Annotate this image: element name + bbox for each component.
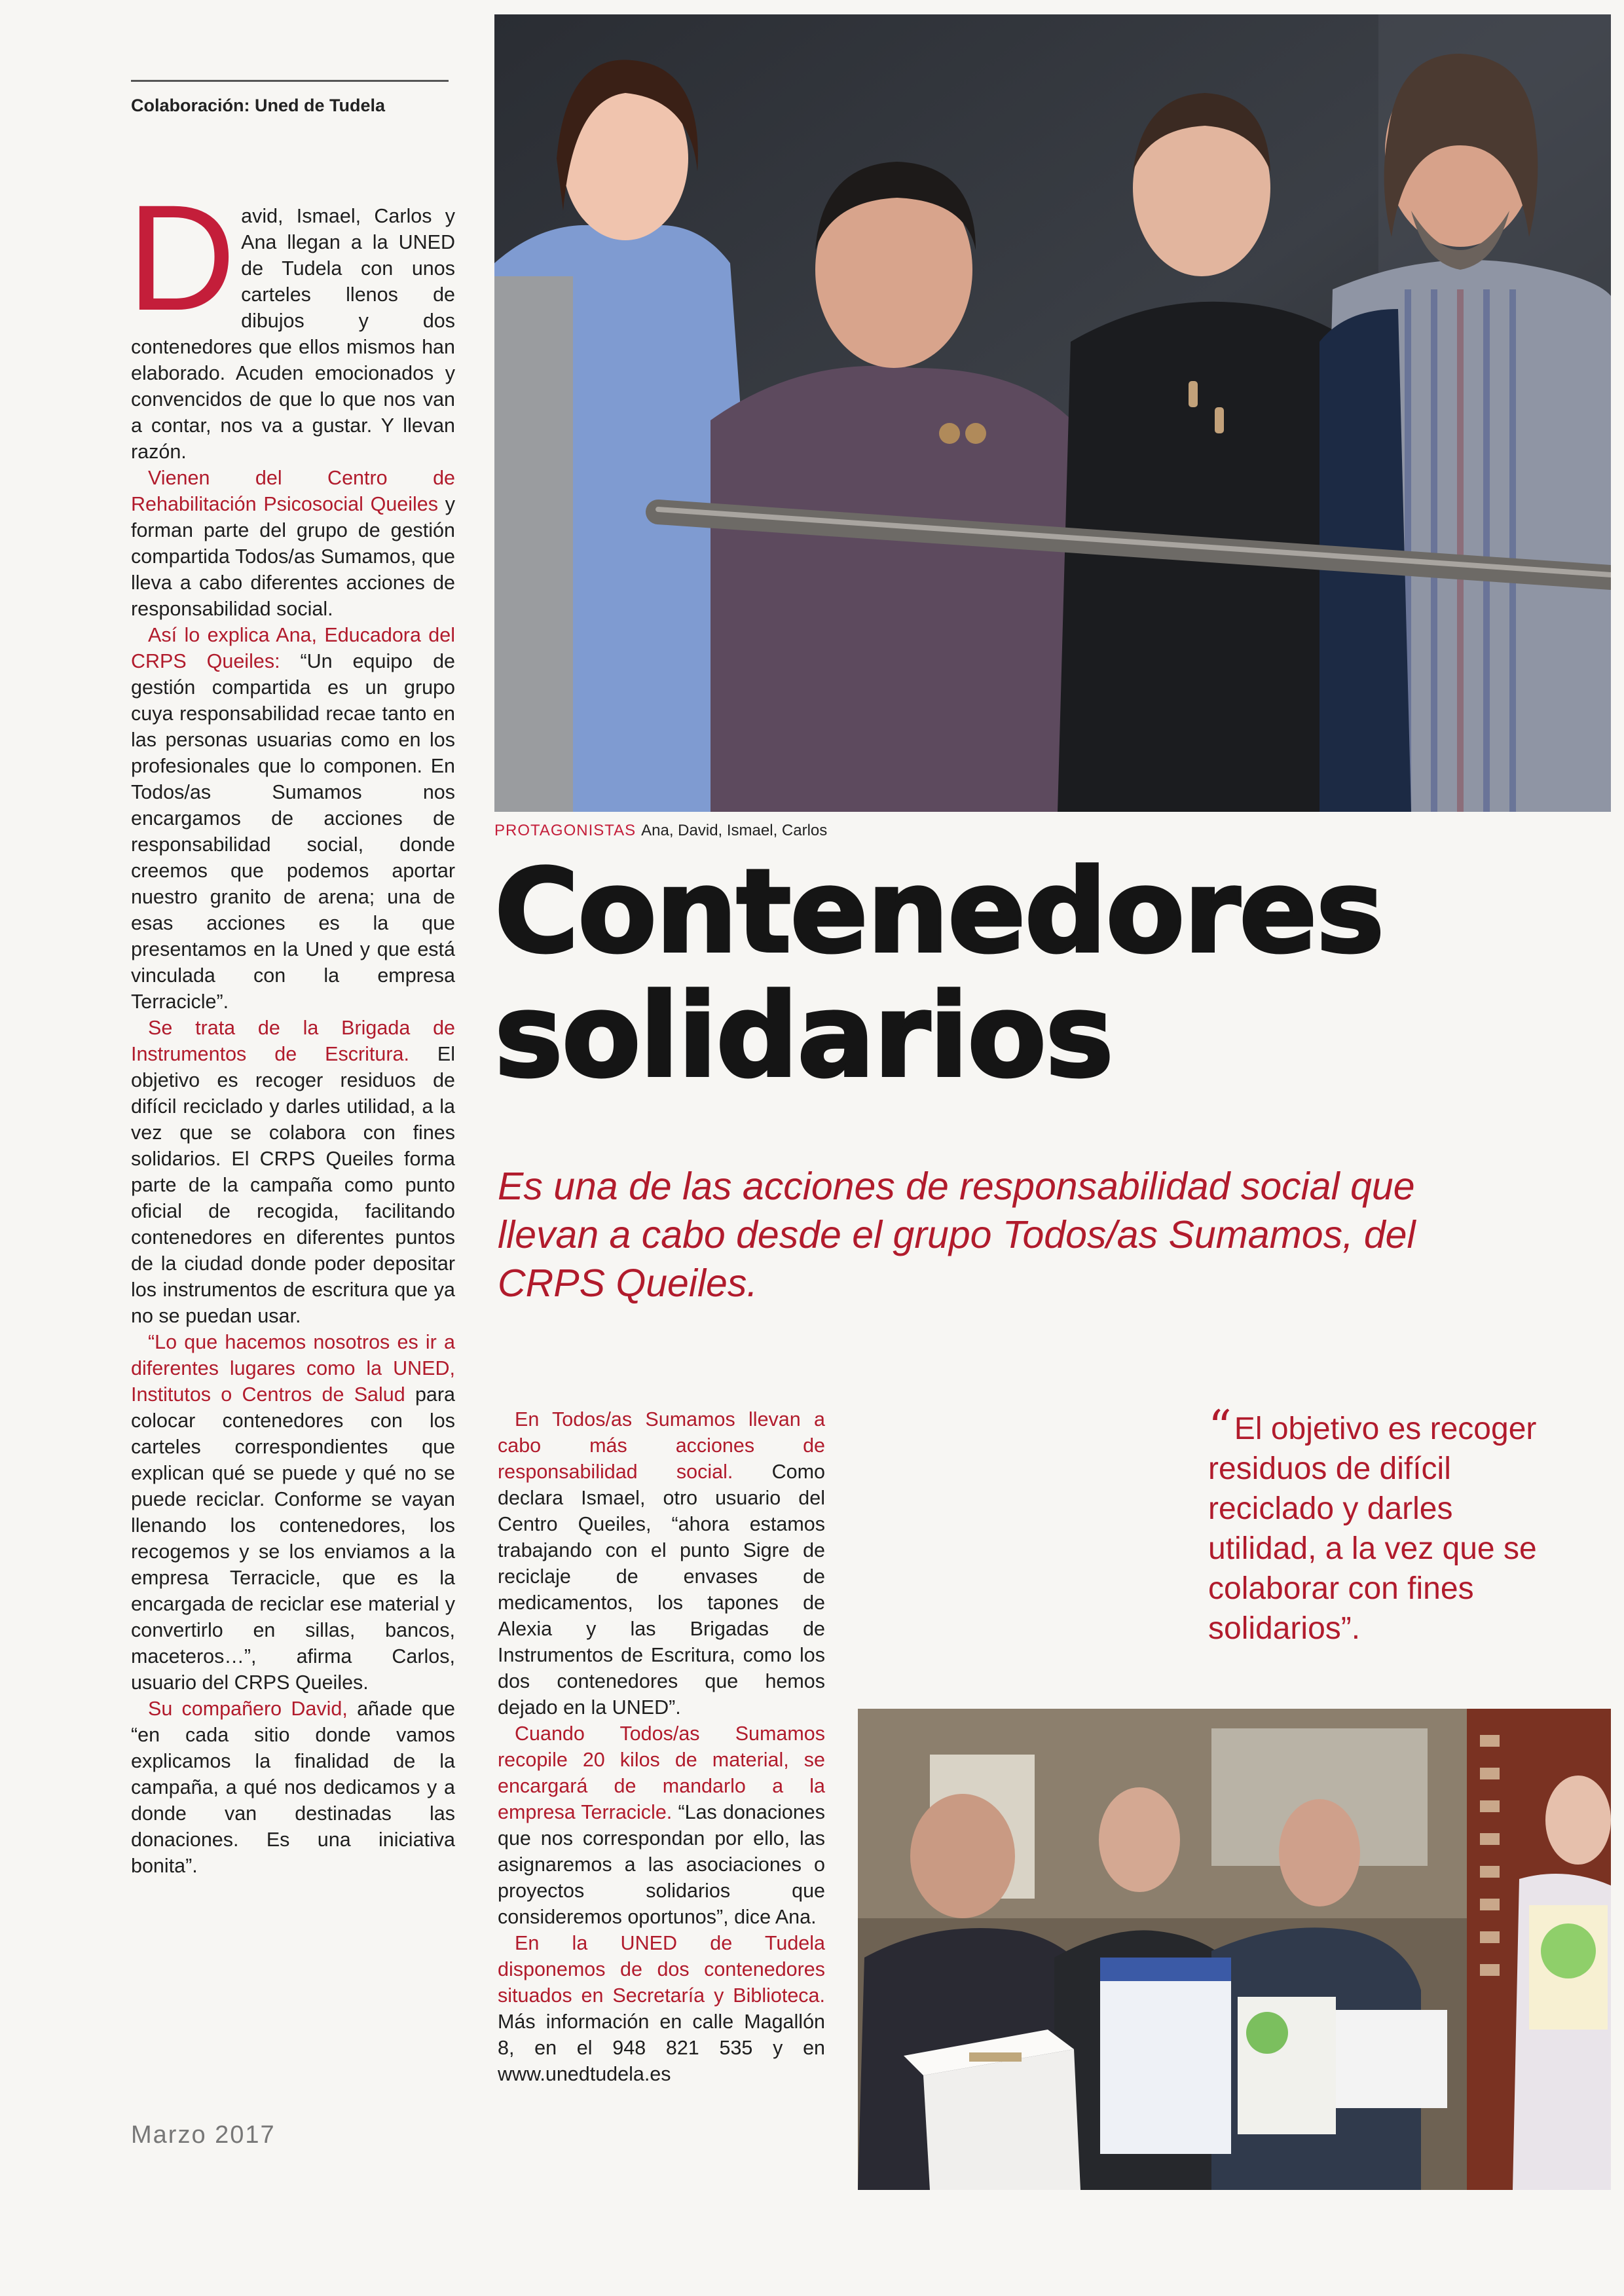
paragraph-8-text: “Las donaciones que nos correspondan por ello, las asignaremos a las asociaciones o proyectos solidarios que consideremos oportunos”, dice Ana. bbox=[498, 1801, 825, 1928]
paragraph-9-text: Más información en calle Magallón 8, en el 948 821 535 y en www.unedtudela.es bbox=[498, 2011, 825, 2085]
paragraph-6-lead: Su compañero David, bbox=[148, 1698, 348, 1720]
paragraph-7-lead: En Todos/as Sumamos llevan a cabo más acciones de responsabilidad social. bbox=[498, 1408, 825, 1483]
paragraph-2-lead: Vienen del Centro de Rehabilitación Psicosocial Queiles bbox=[131, 467, 455, 515]
paragraph-4 bbox=[131, 1015, 455, 1329]
paragraph-5-text: para colocar contenedores con los carteles correspondientes que explican qué se puede y qué no se puede reciclar. Conforme se vayan llenando los contenedores, los recogemos y se los enviamos a la empresa Terracicle, que es la encargada de reciclar ese material y convertirlo en sillas, bancos, maceteros…”, afirma Carlos, usuario del CRPS Queiles. bbox=[131, 1383, 455, 1694]
caption-names: Ana, David, Ismael, Carlos bbox=[641, 822, 828, 839]
paragraph-4-lead: Se trata de la Brigada de Instrumentos de Escritura. bbox=[131, 1017, 455, 1065]
drop-cap: D bbox=[127, 173, 236, 342]
container-photo bbox=[858, 1709, 1611, 2190]
quote-mark-icon: “ bbox=[1208, 1400, 1232, 1454]
paragraph-6-text: añade que “en cada sitio donde vamos explicamos la finalidad de la campaña, a qué nos dedicamos y a donde van destinadas las donaciones. Es una iniciativa bonita”. bbox=[131, 1698, 456, 1877]
paragraph-4-text: El objetivo es recoger residuos de difícil reciclado y darles utilidad, a la vez que se colabora con fines solidarios. El CRPS Queiles forma parte de la campaña como punto oficial de recogida, facilitando contenedores en diferentes puntos de la ciudad donde poder depositar los instrumentos de escritura que ya no se puedan usar. bbox=[131, 1043, 456, 1327]
paragraph-3-lead: Así lo explica Ana, Educadora del CRPS Queiles: bbox=[131, 624, 455, 672]
group-photo bbox=[494, 14, 1611, 812]
paragraph-7 bbox=[498, 1406, 825, 1721]
paragraph-5 bbox=[131, 1329, 455, 1696]
container-photo-illustration bbox=[858, 1709, 1611, 2190]
headline-line-1: Contenedores bbox=[494, 845, 1384, 979]
paragraph-1 bbox=[127, 173, 455, 465]
photo-caption bbox=[494, 822, 827, 840]
paragraph-2-text: y forman parte del grupo de gestión compartida Todos/as Sumamos, que lleva a cabo diferentes acciones de responsabilidad social. bbox=[131, 493, 455, 620]
article-left-column bbox=[127, 173, 456, 1879]
paragraph-1-text: avid, Ismael, Carlos y Ana llegan a la UNED de Tudela con unos carteles llenos de dibujos y dos contenedores que ellos mismos han elaborado. Acuden emocionados y convencidos de que lo que nos van a contar, nos va a gustar. Y llevan razón. bbox=[131, 205, 455, 463]
article-middle-column bbox=[498, 1406, 825, 2087]
paragraph-9-lead: En la UNED de Tudela disponemos de dos contenedores situados en Secretaría y Biblioteca. bbox=[498, 1932, 825, 2007]
headline bbox=[494, 845, 1384, 1103]
paragraph-7-text: Como declara Ismael, otro usuario del Centro Queiles, “ahora estamos trabajando con el punto Sigre de reciclaje de envases de medicamentos, los tapones de Alexia y las Brigadas de Instrumentos de Escritura, como los dos contenedores que hemos dejado en la UNED”. bbox=[498, 1461, 825, 1719]
section-rule bbox=[131, 80, 449, 82]
subtitle: Es una de las acciones de responsabilidad social que llevan a cabo desde el grupo Todos/as Sumamos, del CRPS Queiles. bbox=[498, 1165, 1416, 1305]
paragraph-6 bbox=[131, 1696, 455, 1879]
paragraph-8 bbox=[498, 1721, 825, 1930]
paragraph-2 bbox=[131, 465, 455, 622]
paragraph-3 bbox=[131, 622, 455, 1015]
headline-line-2: solidarios bbox=[494, 969, 1113, 1103]
paragraph-5-lead: “Lo que hacemos nosotros es ir a diferentes lugares como la UNED, Institutos o Centros de Salud bbox=[131, 1331, 455, 1406]
pull-quote-text: El objetivo es recoger residuos de difícil reciclado y darles utilidad, a la vez que se colaborar con fines solidarios”. bbox=[1208, 1412, 1537, 1646]
paragraph-9 bbox=[498, 1930, 825, 2087]
section-label: Colaboración: Uned de Tudela bbox=[131, 96, 386, 115]
paragraph-3-text: “Un equipo de gestión compartida es un grupo cuya responsabilidad recae tanto en las personas usuarias como en los profesionales que lo componen. En Todos/as Sumamos nos encargamos de acciones de responsabilidad social, donde creemos que podemos aportar nuestro granito de arena; una de esas acciones es la que presentamos en la Uned y que está vinculada con la empresa Terracicle”. bbox=[131, 650, 455, 1013]
paragraph-8-lead: Cuando Todos/as Sumamos recopile 20 kilos de material, se encargará de mandarlo a la empresa Terracicle. bbox=[498, 1722, 825, 1823]
caption-label: PROTAGONISTAS bbox=[494, 822, 637, 839]
issue-date: Marzo 2017 bbox=[131, 2121, 276, 2149]
group-photo-illustration bbox=[494, 14, 1611, 812]
pull-quote bbox=[1208, 1400, 1549, 1649]
